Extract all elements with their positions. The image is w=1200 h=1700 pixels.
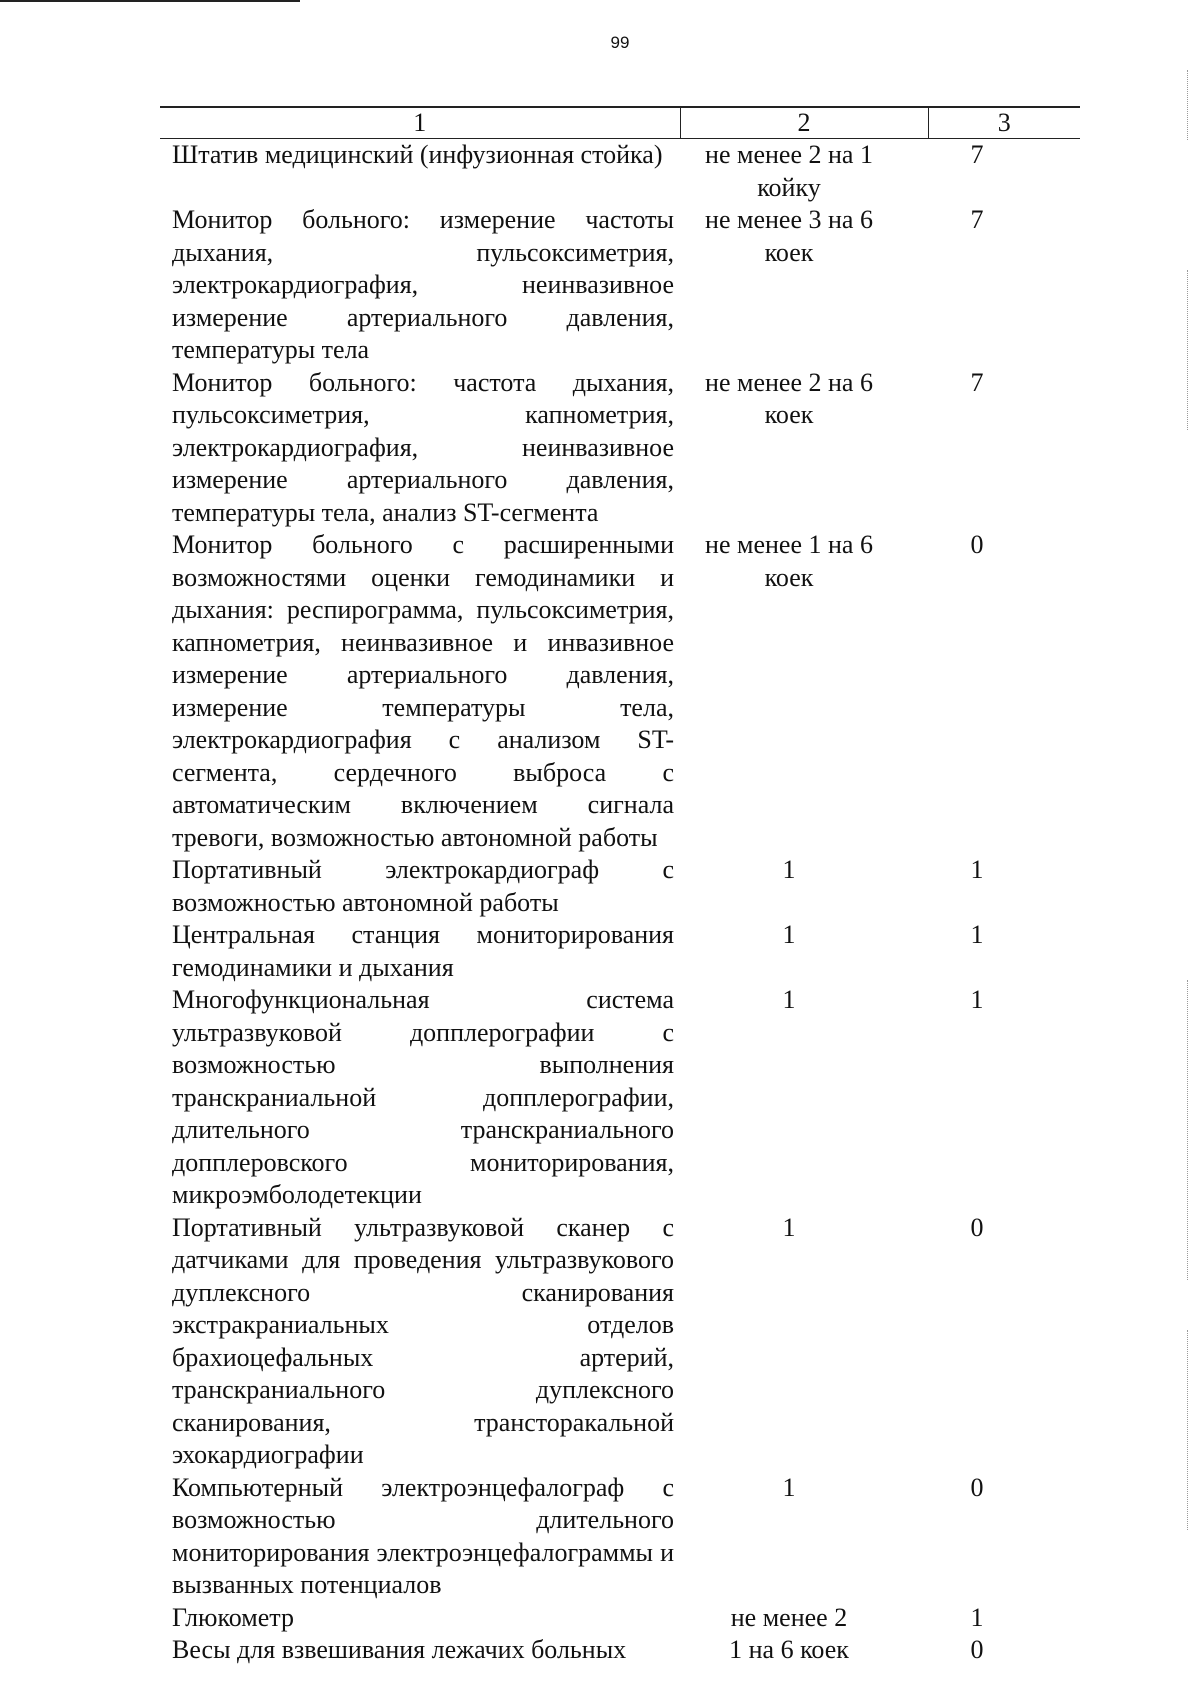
equipment-quantity: 1 xyxy=(782,1472,796,1502)
equipment-count: 1 xyxy=(970,1602,984,1632)
equipment-name: Монитор больного с расширенными возможностями оценки гемодинамики и дыхания: респирограмма, пульсоксиметрия, капнометрия, неинвазивное и инвазивное измерение артериального давления, измерение температуры тела, электрокардиография с анализом ST-сегмента, сердечного выброса с автоматическим включением сигнала тревоги, возможностью автономной работы xyxy=(172,530,674,852)
equipment-count: 1 xyxy=(970,855,984,884)
column-header-3: 3 xyxy=(928,107,1080,139)
equipment-quantity: 1 xyxy=(782,1212,796,1242)
equipment-quantity: не менее 2 на 1 койку xyxy=(705,140,873,202)
equipment-table xyxy=(160,106,1080,1667)
table-row xyxy=(160,919,1080,984)
table-row xyxy=(160,204,1080,367)
equipment-quantity: не менее 2 на 6 коек xyxy=(705,367,873,429)
equipment-name: Центральная станция мониторирования гемодинамики и дыхания xyxy=(172,920,674,982)
equipment-name: Монитор больного: частота дыхания, пульсоксиметрия, капнометрия, электрокардиография, неинвазивное измерение артериального давления, температуры тела, анализ ST-сегмента xyxy=(172,367,674,527)
column-header-1: 1 xyxy=(160,107,680,139)
equipment-name: Компьютерный электроэнцефалограф с возможностью длительного мониторирования электроэнцефалограммы и вызванных потенциалов xyxy=(172,1472,674,1599)
scan-edge-dots xyxy=(1187,980,1190,1280)
equipment-count: 7 xyxy=(970,367,984,397)
equipment-count: 0 xyxy=(970,1472,984,1502)
equipment-count: 0 xyxy=(970,530,984,559)
equipment-count: 7 xyxy=(970,205,984,234)
table-row xyxy=(160,1602,1080,1635)
equipment-name: Штатив медицинский (инфузионная стойка) xyxy=(172,140,663,169)
page-number: 99 xyxy=(610,33,630,52)
column-header-2: 2 xyxy=(680,107,928,139)
scan-edge-dots xyxy=(1187,270,1190,430)
equipment-quantity: не менее 3 на 6 коек xyxy=(705,205,873,267)
equipment-quantity: не менее 1 на 6 коек xyxy=(705,530,873,592)
equipment-name: Портативный ультразвуковой сканер с датчиками для проведения ультразвукового дуплексного сканирования экстракраниальных отделов брахиоцефальных артерий, транскраниального дуплексного сканирования, трансторакальной эхокардиографии xyxy=(172,1212,674,1469)
equipment-count: 1 xyxy=(970,920,984,949)
table-row xyxy=(160,367,1080,530)
equipment-name: Портативный электрокардиограф с возможностью автономной работы xyxy=(172,855,674,917)
equipment-name: Весы для взвешивания лежачих больных xyxy=(172,1635,627,1664)
table-row xyxy=(160,854,1080,919)
equipment-count: 0 xyxy=(970,1212,984,1242)
equipment-count: 1 xyxy=(970,985,984,1014)
scan-edge-line xyxy=(0,0,300,2)
table-header-row xyxy=(160,107,1080,139)
equipment-name: Многофункциональная система ультразвуковой допплерографии с возможностью выполнения транскраниальной допплерографии, длительного транскраниального допплеровского мониторирования, микроэмболодетекции xyxy=(172,985,674,1209)
table-row xyxy=(160,529,1080,854)
equipment-quantity: 1 xyxy=(782,920,796,949)
equipment-count: 7 xyxy=(970,140,984,169)
table-row xyxy=(160,984,1080,1212)
table-row xyxy=(160,1634,1080,1667)
scan-edge-dots xyxy=(1187,70,1190,140)
table-row xyxy=(160,1472,1080,1602)
equipment-name: Глюкометр xyxy=(172,1602,294,1632)
table-row xyxy=(160,1212,1080,1472)
equipment-count: 0 xyxy=(970,1635,984,1664)
equipment-quantity: не менее 2 xyxy=(730,1602,848,1632)
equipment-name: Монитор больного: измерение частоты дыхания, пульсоксиметрия, электрокардиография, неинвазивное измерение артериального давления, температуры тела xyxy=(172,205,674,364)
equipment-quantity: 1 на 6 коек xyxy=(729,1635,849,1664)
scan-edge-dots xyxy=(1187,1330,1190,1530)
table-row xyxy=(160,139,1080,205)
equipment-quantity: 1 xyxy=(782,855,796,884)
equipment-quantity: 1 xyxy=(782,985,796,1014)
